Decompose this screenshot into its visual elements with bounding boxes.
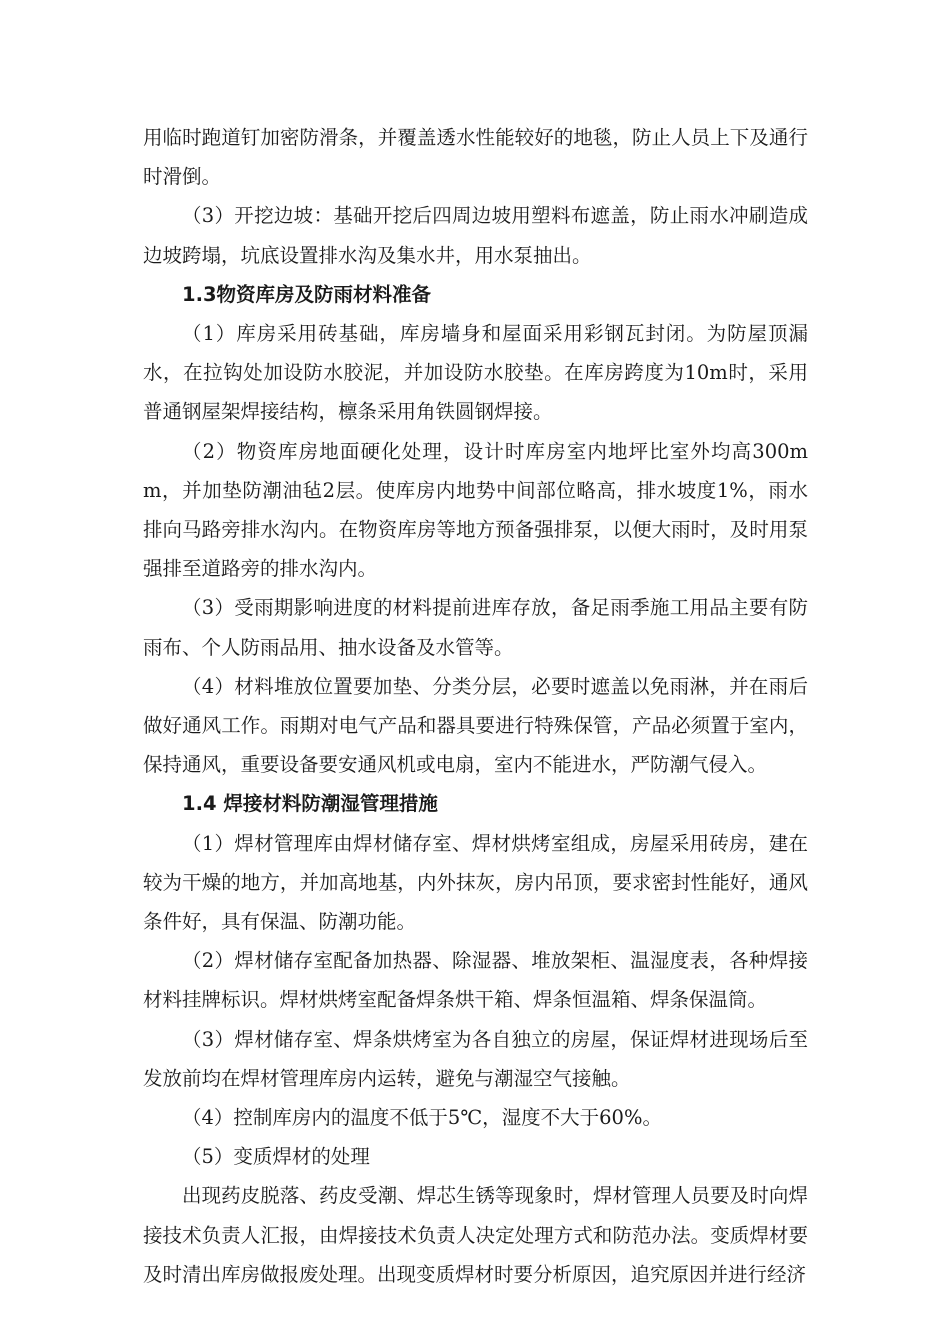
paragraph-excavation-slope: （3）开挖边坡：基础开挖后四周边坡用塑料布遮盖，防止雨水冲刷造成边坡跨塌，坑底设置排水沟及集水井，用水泵抽出。 [143,204,808,267]
paragraph-independent-rooms: （3）焊材储存室、焊条烘烤室为各自独立的房屋，保证焊材进现场后至发放前均在焊材管理库房内运转，避免与潮湿空气接触。 [143,1027,808,1090]
paragraph-material-stacking: （4）材料堆放位置要加垫、分类分层，必要时遮盖以免雨淋，并在雨后做好通风工作。雨期对电气产品和器具要进行特殊保管，产品必须置于室内，保持通风，重要设备要安通风机或电扇，室内不能进水，严防潮气侵入。 [143,674,808,777]
paragraph-welding-warehouse: （1）焊材管理库由焊材储存室、焊材烘烤室组成，房屋采用砖房，建在较为干燥的地方，并加高地基，内外抹灰，房内吊顶，要求密封性能好，通风条件好，具有保温、防潮功能。 [143,831,808,934]
paragraph-deteriorated-heading: （5）变质焊材的处理 [182,1145,370,1169]
paragraph-continuation: 用临时跑道钉加密防滑条，并覆盖透水性能较好的地毯，防止人员上下及通行时滑倒。 [143,126,808,189]
paragraph-warehouse-floor: （2）物资库房地面硬化处理，设计时库房室内地坪比室外均高300mm，并加垫防潮油毡2层。使库房内地势中间部位略高，排水坡度1%，雨水排向马路旁排水沟内。在物资库房等地方预备强排泵，以便大雨时，及时用泵强排至道路旁的排水沟内。 [143,439,808,581]
section-heading-1-4: 1.4 焊接材料防潮湿管理措施 [182,792,438,816]
paragraph-temperature-control: （4）控制库房内的温度不低于5℃，湿度不大于60%。 [182,1106,662,1130]
paragraph-warehouse-structure: （1）库房采用砖基础，库房墙身和屋面采用彩钢瓦封闭。为防屋顶漏水，在拉钩处加设防水胶泥，并加设防水胶垫。在库房跨度为10m时，采用普通钢屋架焊接结构，檩条采用角铁圆钢焊接。 [143,322,808,424]
paragraph-deteriorated-handling: 出现药皮脱落、药皮受潮、焊芯生锈等现象时，焊材管理人员要及时向焊接技术负责人汇报，由焊接技术负责人决定处理方式和防范办法。变质焊材要及时清出库房做报废处理。出现变质焊材时要分析原因，追究原因并进行经济 [143,1184,808,1286]
section-heading-1-3: 1.3物资库房及防雨材料准备 [182,282,432,306]
paragraph-material-storage: （3）受雨期影响进度的材料提前进库存放，备足雨季施工用品主要有防雨布、个人防雨品用、抽水设备及水管等。 [143,596,808,659]
document-body [143,118,808,1294]
paragraph-storage-equipment: （2）焊材储存室配备加热器、除湿器、堆放架柜、温湿度表，各种焊接材料挂牌标识。焊材烘烤室配备焊条烘干箱、焊条恒温箱、焊条保温筒。 [143,949,808,1012]
